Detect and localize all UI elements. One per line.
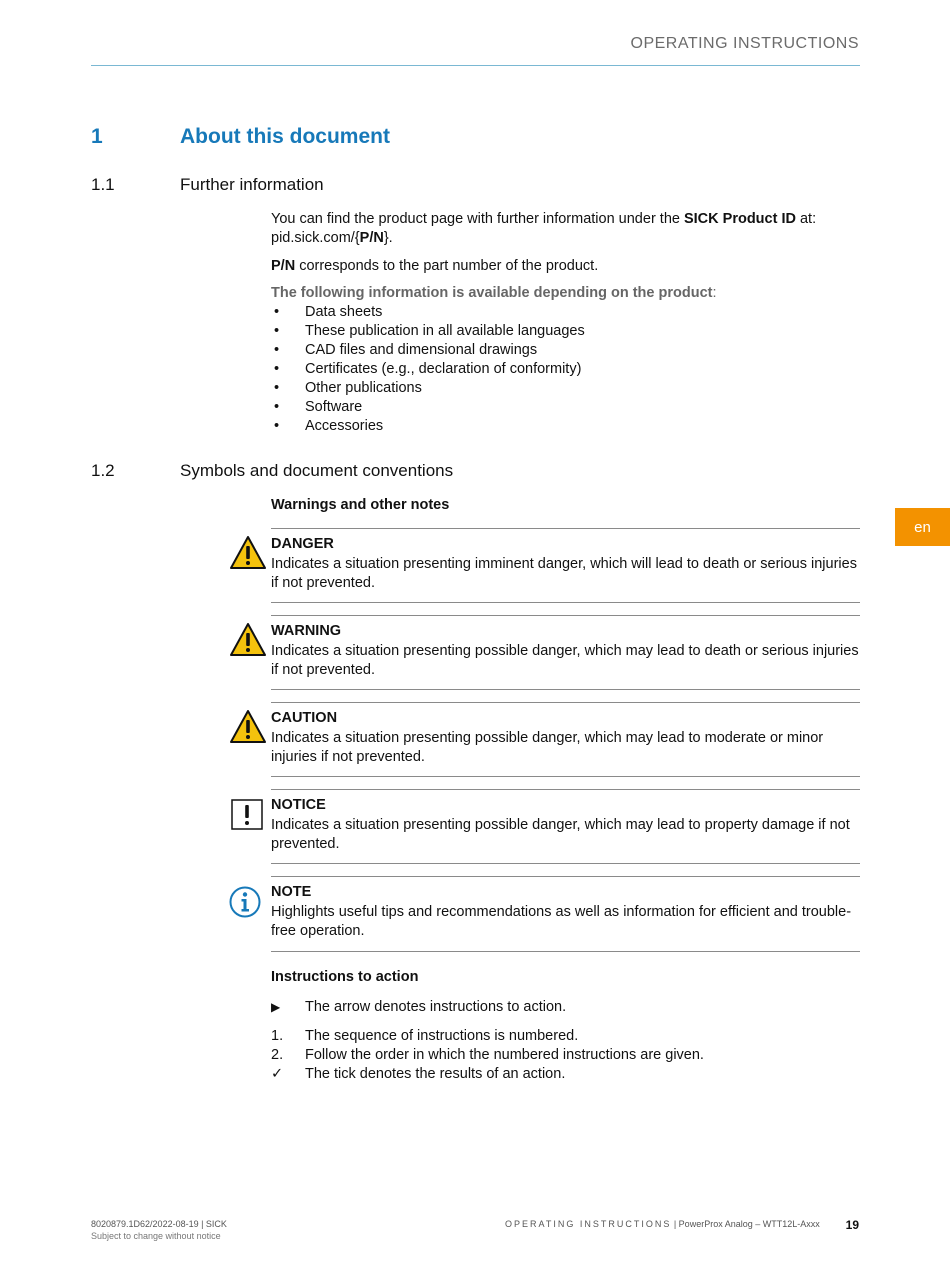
list-item (271, 341, 861, 360)
instruction-steps (271, 1027, 861, 1084)
chapter-number: 1 (91, 125, 103, 148)
bullet-dot: • (274, 399, 280, 415)
arrow-icon: ▶ (271, 1000, 281, 1014)
bullet-dot: • (274, 304, 280, 320)
bullet-dot: • (274, 323, 280, 339)
instructions-heading: Instructions to action (271, 969, 419, 985)
notice-rule-bottom (271, 951, 860, 952)
bullet-list (271, 303, 861, 436)
notice-rule-top (271, 789, 860, 790)
notice-rule-top (271, 876, 860, 877)
instruction-arrow-row (271, 998, 861, 1017)
paragraph-product-id (271, 210, 861, 248)
list-item-text: Accessories (305, 418, 384, 434)
exclamation-box-icon (229, 798, 267, 834)
step-number: 1. (271, 1028, 284, 1044)
notice-text-danger: Indicates a situation presenting imminent danger, which will lead to death or serious injuries if not prevented. (271, 556, 857, 591)
lead-colon: : (712, 285, 717, 301)
notice-text-caution: Indicates a situation presenting possible danger, which may lead to moderate or minor injuries if not prevented. (271, 730, 824, 765)
warning-triangle-icon (229, 709, 267, 745)
footer-product: | PowerProx Analog – WTT12L-Axxx (671, 1219, 820, 1229)
step-number: 2. (271, 1047, 284, 1063)
list-item-text: These publication in all available languages (305, 323, 585, 339)
text-run: at: (795, 211, 817, 227)
footer-doc-type: OPERATING INSTRUCTIONS (505, 1219, 672, 1229)
notice-rule-bottom (271, 602, 860, 603)
notice-title-note: NOTE (271, 884, 312, 900)
chapter-title: About this document (180, 125, 390, 148)
notice-rule-bottom (271, 863, 860, 864)
paragraph-pn (271, 257, 861, 276)
list-item-text: Data sheets (305, 304, 383, 320)
info-circle-icon (229, 885, 267, 921)
available-info-list (271, 303, 861, 436)
notice-rule-top (271, 528, 860, 529)
notice-text-note: Highlights useful tips and recommendations as well as information for efficient and trouble-free operation. (271, 904, 852, 939)
step-text: The tick denotes the results of an action. (305, 1066, 566, 1082)
step-text: The sequence of instructions is numbered. (305, 1028, 579, 1044)
list-item-text: Software (305, 399, 363, 415)
pn-term: P/N (359, 230, 384, 246)
notice-text-notice: Indicates a situation presenting possible danger, which may lead to property damage if not prevented. (271, 817, 850, 852)
bullet-dot: • (274, 342, 280, 358)
tick-icon: ✓ (271, 1066, 284, 1082)
warning-triangle-icon (229, 535, 267, 571)
list-item (271, 360, 861, 379)
section-title-1-1: Further information (180, 175, 324, 194)
list-item (271, 379, 861, 398)
warning-triangle-icon (229, 622, 267, 658)
list-item-text: Other publications (305, 380, 422, 396)
step-text: Follow the order in which the numbered instructions are given. (305, 1047, 704, 1063)
warnings-heading: Warnings and other notes (271, 497, 450, 513)
language-tab[interactable]: en (895, 508, 950, 546)
lead-text: The following information is available depending on the product (271, 285, 713, 301)
section-number-1-1: 1.1 (91, 175, 115, 194)
notice-text-warning: Indicates a situation presenting possible danger, which may lead to death or serious injuries if not prevented. (271, 643, 859, 678)
list-item-text: Certificates (e.g., declaration of conformity) (305, 361, 582, 377)
bullet-dot: • (274, 361, 280, 377)
notice-rule-top (271, 615, 860, 616)
page-number: 19 (845, 1218, 859, 1232)
footer-subject: Subject to change without notice (91, 1231, 221, 1241)
bullet-dot: • (274, 418, 280, 434)
list-item (271, 303, 861, 322)
list-item (271, 322, 861, 341)
notice-title-warning: WARNING (271, 623, 342, 639)
sick-product-id-term: SICK Product ID (683, 211, 796, 227)
list-item-text: CAD files and dimensional drawings (305, 342, 538, 358)
text-run: You can find the product page with further information under the (271, 211, 684, 227)
instruction-text: The arrow denotes instructions to action. (305, 999, 567, 1015)
pid-url-text: pid.sick.com/{ (271, 230, 360, 246)
list-item (271, 398, 861, 417)
footer-doc-title (505, 1219, 820, 1229)
notice-rule-bottom (271, 689, 860, 690)
text-run: corresponds to the part number of the product. (295, 258, 599, 274)
notice-title-caution: CAUTION (271, 710, 338, 726)
text-run: }. (383, 230, 393, 246)
header-rule (91, 65, 860, 66)
notice-title-danger: DANGER (271, 536, 334, 552)
running-header: OPERATING INSTRUCTIONS (630, 35, 859, 52)
notice-title-notice: NOTICE (271, 797, 326, 813)
notice-rule-bottom (271, 776, 860, 777)
list-item (271, 417, 861, 436)
section-title-1-2: Symbols and document conventions (180, 461, 454, 480)
footer-doc-id: 8020879.1D62/2022-08-19 | SICK (91, 1219, 227, 1229)
available-info-lead (271, 284, 861, 303)
pn-term: P/N (271, 258, 296, 274)
section-number-1-2: 1.2 (91, 461, 115, 480)
bullet-dot: • (274, 380, 280, 396)
notice-rule-top (271, 702, 860, 703)
